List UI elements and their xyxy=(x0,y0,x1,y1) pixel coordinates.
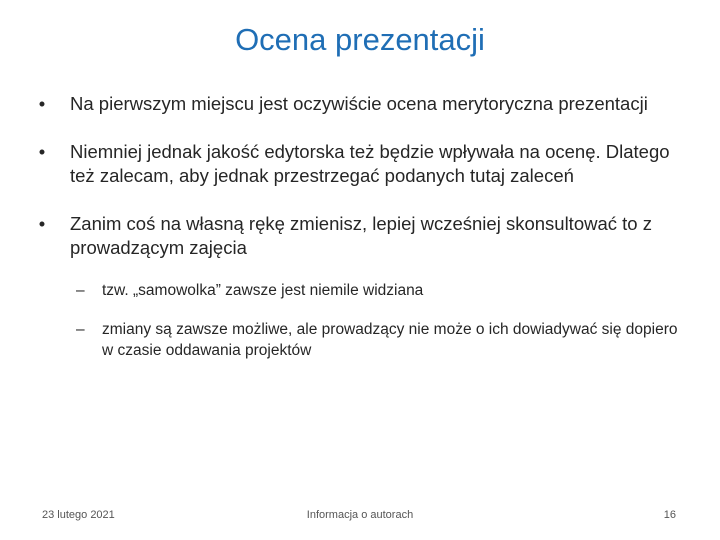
bullet-marker: • xyxy=(38,141,46,162)
footer-author-info: Informacja o autorach xyxy=(306,509,414,521)
sub-bullet-text: zmiany są zawsze możliwe, ale prowadzący nie może o ich dowiadywać się dopiero w czasie oddawania projektów xyxy=(102,321,678,359)
footer-date: 23 lutego 2021 xyxy=(42,509,115,521)
sub-bullet-item xyxy=(32,280,692,301)
bullet-text: Niemniej jednak jakość edytorska też będzie wpływała na ocenę. Dlatego też zalecam, aby jednak przestrzegać podanych tutaj zaleceń xyxy=(70,141,670,186)
bullet-text: Na pierwszym miejscu jest oczywiście ocena merytoryczna prezentacji xyxy=(70,93,648,114)
sub-bullet-marker: – xyxy=(76,282,85,299)
sub-bullet-marker: – xyxy=(76,321,85,338)
bullet-item xyxy=(32,140,692,188)
sub-bullet-item xyxy=(32,319,692,361)
slide-content xyxy=(32,92,692,361)
footer-page-number: 16 xyxy=(663,509,676,521)
bullet-item xyxy=(32,92,692,116)
bullet-item xyxy=(32,212,692,260)
sub-bullet-text: tzw. „samowolka” zawsze jest niemile widziana xyxy=(102,282,424,299)
bullet-text: Zanim coś na własną rękę zmienisz, lepiej wcześniej skonsultować to z prowadzącym zajęcia xyxy=(70,213,652,258)
bullet-marker: • xyxy=(38,213,46,234)
bullet-marker: • xyxy=(38,93,46,114)
slide-title: Ocena prezentacji xyxy=(235,22,485,57)
